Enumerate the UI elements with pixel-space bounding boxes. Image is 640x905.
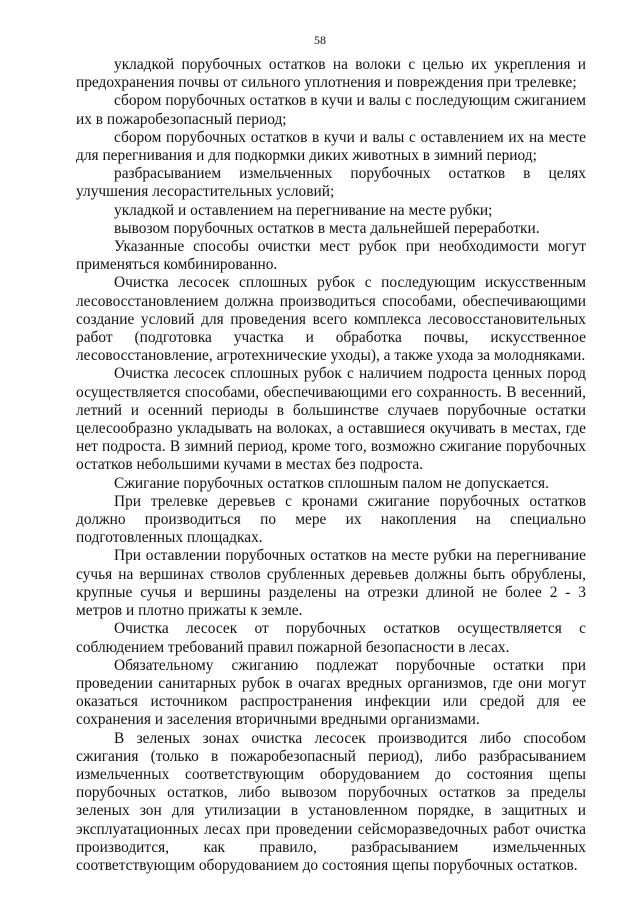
paragraph: разбрасыванием измельченных порубочных остатков в целях улучшения лесорастительных условий; (76, 165, 586, 201)
page-number: 58 (314, 33, 326, 47)
paragraph: Обязательному сжиганию подлежат порубочные остатки при проведении санитарных рубок в очагах вредных организмов, где они могут оказаться источником распространения инфекции или средой для ее сохранения и заселения вторичными вредными организмами. (76, 656, 586, 729)
document-body (76, 56, 586, 875)
paragraph: Сжигание порубочных остатков сплошным палом не допускается. (114, 474, 549, 492)
paragraph: Очистка лесосек сплошных рубок с наличием подроста ценных пород осуществляется способами, обеспечивающими его сохранность. В весенний, летний и осенний периоды в большинстве случаев порубочные остатки целесообразно укладывать на волоках, а оставшиеся окучивать в местах, где нет подроста. В зимний период, кроме того, возможно сжигание порубочных остатков небольшими кучами в местах без подроста. (76, 365, 586, 474)
paragraph: укладкой и оставлением на перегнивание на месте рубки; (114, 201, 493, 219)
paragraph: При оставлении порубочных остатков на месте рубки на перегнивание сучья на вершинах стволов срубленных деревьев должны быть обрублены, крупные сучья и вершины разделены на отрезки длиной не более 2 - 3 метров и плотно прижаты к земле. (76, 547, 586, 620)
paragraph: Очистка лесосек сплошных рубок с последующим искусственным лесовосстановлением должна производиться способами, обеспечивающими создание условий для проведения всего комплекса лесовосстановительных работ (подготовка участка и обработка почвы, искусственное лесовосстановление, агротехнические уходы), а также ухода за молодняками. (76, 274, 586, 365)
paragraph: Очистка лесосек от порубочных остатков осуществляется с соблюдением требований правил пожарной безопасности в лесах. (76, 620, 586, 656)
paragraph: В зеленых зонах очистка лесосек производится либо способом сжигания (только в пожаробезопасный период), либо разбрасыванием измельченных соответствующим оборудованием до состояния щепы порубочных остатков, либо вывозом порубочных остатков за пределы зеленых зон для утилизации в установленном порядке, в защитных и эксплуатационных лесах при проведении сейсморазведочных работ очистка производится, как правило, разбрасыванием измельченных соответствующим оборудованием до состояния щепы порубочных остатков. (76, 729, 586, 874)
paragraph: Указанные способы очистки мест рубок при необходимости могут применяться комбинированно. (76, 238, 586, 274)
paragraph: сбором порубочных остатков в кучи и валы с оставлением их на месте для перегнивания и для подкормки диких животных в зимний период; (76, 128, 586, 165)
paragraph: При трелевке деревьев с кронами сжигание порубочных остатков должно производиться по мере их накопления на специально подготовленных площадках. (76, 492, 586, 547)
paragraph: вывозом порубочных остатков в места дальнейшей переработки. (114, 219, 540, 237)
paragraph: сбором порубочных остатков в кучи и валы с последующим сжиганием их в пожаробезопасный период; (76, 92, 586, 128)
paragraph: укладкой порубочных остатков на волоки с целью их укрепления и предохранения почвы от сильного уплотнения и повреждения при трелевке; (76, 56, 586, 92)
